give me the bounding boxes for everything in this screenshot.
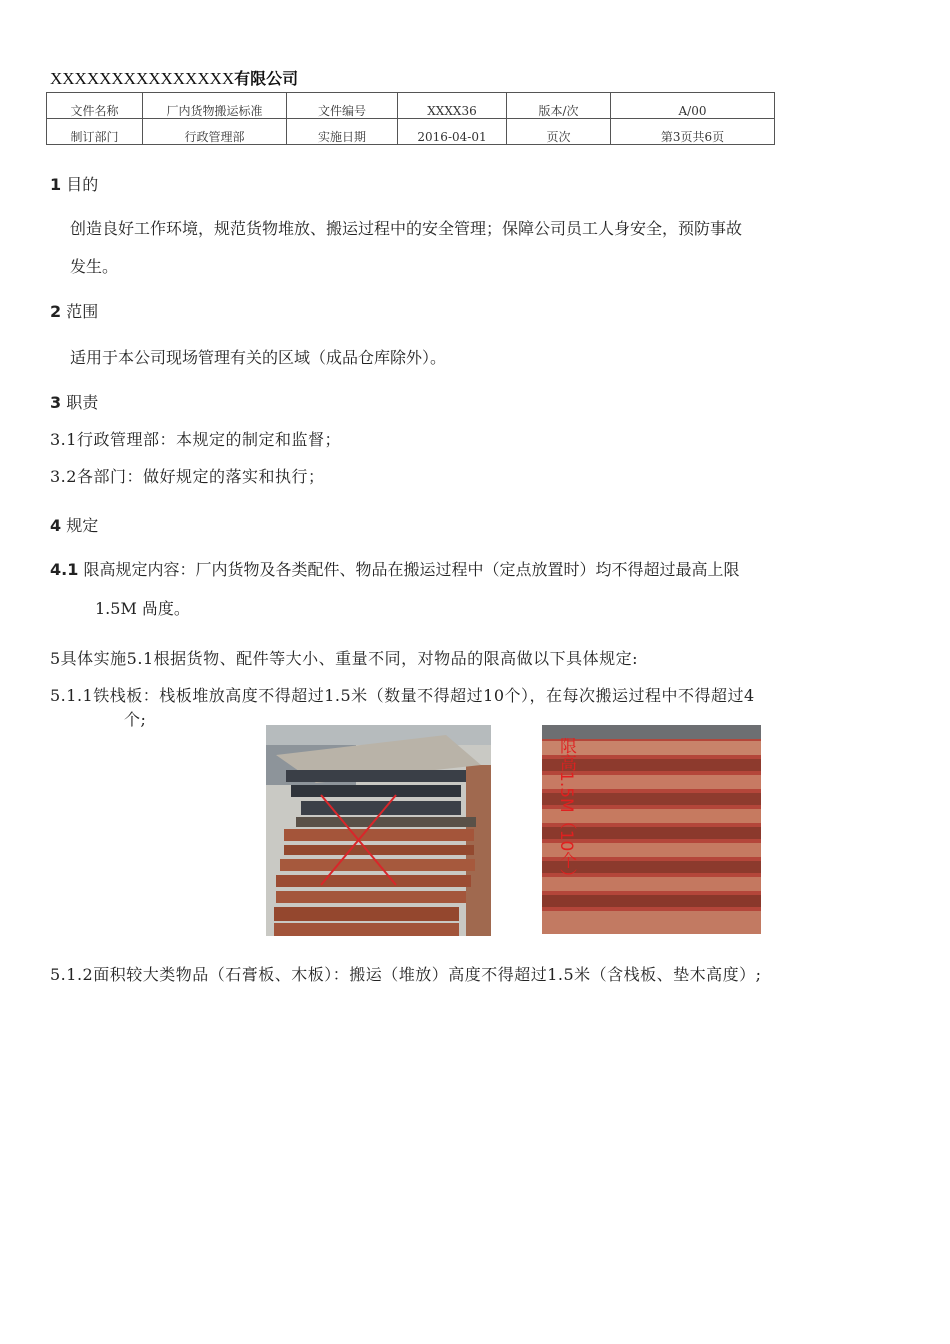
section-heading-purpose: 1 目的 xyxy=(50,175,99,194)
company-name: XXXXXXXXXXXXXXX有限公司 xyxy=(50,69,299,88)
purpose-body-line: 创造良好工作环境，规范货物堆放、搬运过程中的安全管理；保障公司员工人身安全，预防事故 xyxy=(70,219,743,238)
rule-4-1-line: 4.1 限高规定内容：厂内货物及各类配件、物品在搬运过程中（定点放置时）均不得超过最高上限 xyxy=(50,560,740,579)
header-cell: 制订部门 xyxy=(47,119,143,145)
header-cell: 实施日期 xyxy=(287,119,398,145)
header-cell: XXXX36 xyxy=(398,93,507,119)
header-cell: 页次 xyxy=(507,119,611,145)
duty-item: 3.1行政管理部：本规定的制定和监督； xyxy=(50,430,341,449)
section-heading-duties: 3 职责 xyxy=(50,393,99,412)
scope-body: 适用于本公司现场管理有关的区域（成品仓库除外）。 xyxy=(70,348,447,367)
header-cell: 第3页共6页 xyxy=(611,119,775,145)
header-cell: 文件名称 xyxy=(47,93,143,119)
header-row xyxy=(47,93,775,119)
pallet-stack-wrong-icon xyxy=(266,725,491,936)
header-cell: 版本/次 xyxy=(507,93,611,119)
header-cell: 2016-04-01 xyxy=(398,119,507,145)
height-limit-label: 限高1.5M（10个） xyxy=(556,737,576,886)
section-heading-rules: 4 规定 xyxy=(50,516,99,535)
header-cell: 文件编号 xyxy=(287,93,398,119)
photo-pallets-within-limit xyxy=(542,725,761,934)
implementation-line: 5具体实施5.1根据货物、配件等大小、重量不同，对物品的限高做以下具体规定: xyxy=(50,649,639,668)
rule-5-1-1-line: 个; xyxy=(124,710,147,729)
header-cell: 行政管理部 xyxy=(143,119,287,145)
header-row xyxy=(47,119,775,145)
document-header-table xyxy=(46,92,775,145)
duty-item: 3.2各部门：做好规定的落实和执行； xyxy=(50,467,325,486)
purpose-body-line: 发生。 xyxy=(70,257,119,276)
header-cell: 厂内货物搬运标准 xyxy=(143,93,287,119)
rule-5-1-1-line: 5.1.1铁栈板：栈板堆放高度不得超过1.5米（数量不得超过10个），在每次搬运过程中不得超过4 xyxy=(50,686,755,705)
rule-5-1-2-line: 5.1.2面积较大类物品（石膏板、木板）：搬运（堆放）高度不得超过1.5米（含栈板、垫木高度）; xyxy=(50,965,762,984)
section-heading-scope: 2 范围 xyxy=(50,302,99,321)
header-cell: A/00 xyxy=(611,93,775,119)
rule-4-1-line: 1.5M 咼度。 xyxy=(95,599,190,618)
photo-pallets-over-limit xyxy=(266,725,491,936)
